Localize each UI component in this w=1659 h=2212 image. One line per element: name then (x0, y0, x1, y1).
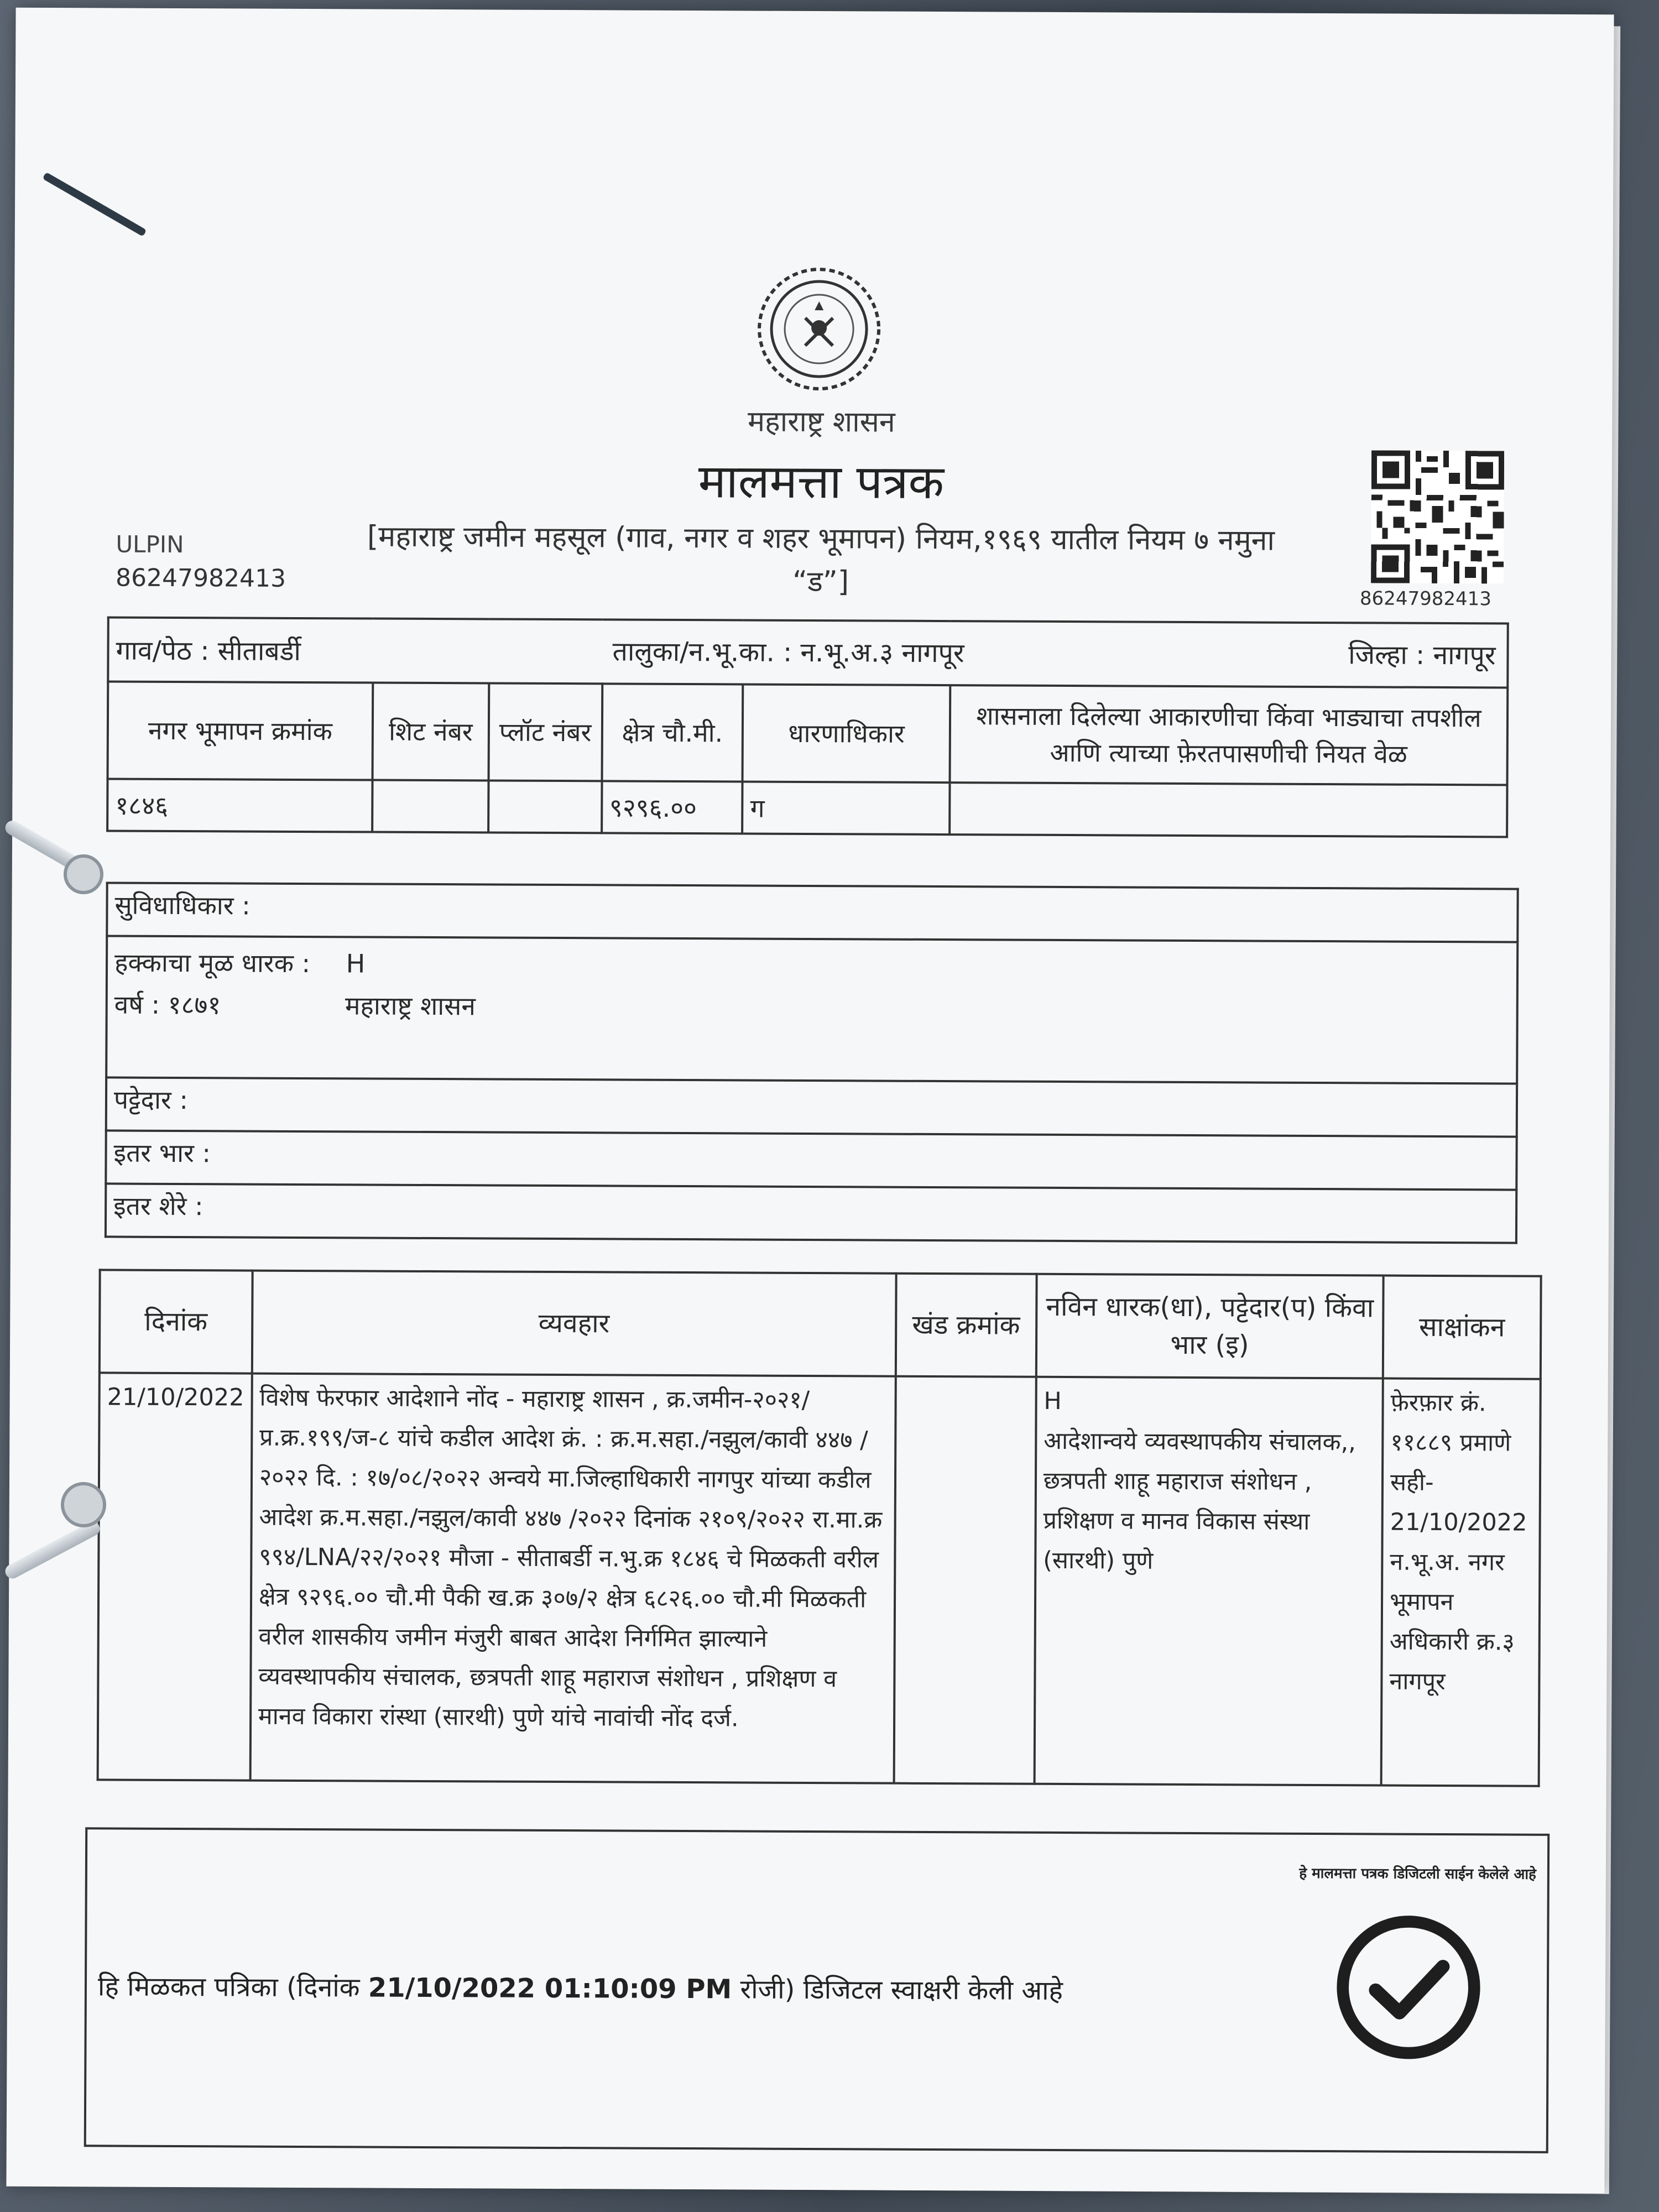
property-data-row (107, 779, 1507, 837)
village-label: गाव/पेठ : सीताबर्डी (116, 635, 301, 667)
cell-sheet-no (372, 780, 488, 833)
rule-line-1: [महाराष्ट्र जमीन महसूल (गाव, नगर व शहर भूमापन) नियम,१९६९ यातील नियम ७ नमुना (367, 520, 1275, 557)
header-cts-no: नगर भूमापन क्रमांक (108, 681, 373, 780)
header-assessment: शासनाला दिलेल्या आकारणीचा किंवा भाड्याचा तपशील आणि त्याच्या फ़ेरतपासणीची नियत वेळ (950, 685, 1507, 785)
header-tenure: धारणाधिकार (743, 684, 950, 782)
check-circle-icon (1333, 1912, 1483, 2062)
cell-assessment (950, 782, 1507, 837)
header-area: क्षेत्र चौ.मी. (602, 684, 743, 781)
binder-ring-top (64, 854, 103, 894)
ulpin-label: ULPIN (116, 530, 184, 559)
holder-name: महाराष्ट्र शासन (345, 990, 476, 1021)
original-holder-cell (106, 936, 1517, 1083)
binder-ring-bottom (61, 1482, 106, 1527)
txn-attestation: फ़ेरफ़ार क्रं. ११८८९ प्रमाणे सही- 21/10/2022 न.भू.अ. नगर भूमापन अधिकारी क्र.३ नागपूर (1381, 1379, 1541, 1786)
signature-note: हे मालमत्ता पत्रक डिजिटली साईन केलेले आहे (1299, 1865, 1536, 1883)
ulpin-value: 86247982413 (116, 564, 286, 593)
signature-prefix: हि मिळकत पत्रिका (दिनांक (97, 1971, 368, 2004)
original-holder-label: हक्काचा मूळ धारक : (114, 947, 311, 979)
original-holder-code: H (346, 948, 366, 979)
property-card-page (6, 8, 1614, 2194)
property-header-row (108, 681, 1508, 785)
txn-date: 21/10/2022 (98, 1373, 252, 1780)
header-new-holder: नविन धारक(धा), पट्टेदार(प) किंवा भार (इ) (1036, 1274, 1384, 1379)
transactions-table (97, 1269, 1542, 1787)
district-label: जिल्हा : नागपूर (1348, 639, 1496, 671)
property-details-table (106, 616, 1509, 838)
taluka-label: तालुका/न.भू.का. : न.भू.अ.३ नागपूर (612, 636, 964, 669)
table-row (98, 1373, 1541, 1786)
digital-signature-box (84, 1827, 1550, 2153)
txn-description: विशेष फेरफार आदेशाने नोंद - महाराष्ट्र शासन , क्र.जमीन-२०२१/प्र.क्र.१९९/ज-८ यांचे कडील आदेश क्रं. : क्र.म.सहा./नझुल/कावी ४४७ /२०२२ दि. : १७/०८/२०२२ अन्वये मा.जिल्हाधिकारी नागपुर यांच्या कडील आदेश क्र.म.सहा./नझुल/कावी ४४७ /२०२२ दिनांक २१०९/२०२२ रा.मा.क्र ९९४/LNA/२२/२०२१ मौजा - सीताबर्डी न.भु.क्र १८४६ चे मिळकती वरील क्षेत्र ९२९६.०० चौ.मी पैकी ख.क्र ३०७/२ क्षेत्र ६८२६.०० चौ.मी मिळकती वरील शासकीय जमीन मंजुरी बाबत आदेश निर्गमित झाल्याने व्यवस्थापकीय संचालक, छत्रपती शाहू महाराज संशोधन , प्रशिक्षण व मानव विकारा रांस्था (सारथी) पुणे यांचे नावांची नोंद दर्ज. (250, 1374, 895, 1783)
cell-area: ९२९६.०० (602, 781, 743, 833)
holder-year: वर्ष : १८७१ (114, 989, 221, 1020)
rule-line-2: “ड”] (792, 565, 849, 599)
rights-table (105, 881, 1519, 1244)
transactions-header-row (100, 1270, 1541, 1379)
txn-new-holder: आदेशान्वये व्यवस्थापकीय संचालक,, छत्रपती शाहू महाराज संशोधन , प्रशिक्षण व मानव विकास संस्था (सारथी) पुणे (1043, 1427, 1357, 1575)
qr-code-icon (1371, 450, 1504, 583)
header-volume: खंड क्रमांक (895, 1274, 1036, 1377)
location-row (108, 617, 1507, 687)
qr-caption: 86247982413 (1359, 587, 1492, 611)
cell-plot-no (488, 780, 602, 833)
txn-new-holder-code: H (1044, 1387, 1062, 1415)
govt-label: महाराष्ट्र शासन (747, 405, 895, 439)
header-transaction: व्यवहार (252, 1271, 896, 1376)
header-attestation: साक्षांकन (1383, 1276, 1541, 1379)
cell-tenure: ग (742, 781, 950, 834)
txn-volume (894, 1376, 1036, 1784)
other-encumbrance-label: इतर भार : (106, 1130, 1516, 1190)
header-date: दिनांक (100, 1270, 253, 1373)
lessee-label: पट्टेदार : (106, 1077, 1517, 1136)
txn-new-holder-cell (1034, 1377, 1383, 1786)
header-sheet-no: शिट नंबर (373, 683, 489, 781)
signature-suffix: रोजी) डिजिटल स्वाक्षरी केली आहे (732, 1974, 1063, 2007)
easement-label: सुविधाधिकार : (107, 883, 1517, 942)
cell-cts-no: १८४६ (107, 779, 373, 832)
signature-statement (98, 1968, 1063, 2008)
document-title: मालमत्ता पत्रक (698, 454, 945, 510)
other-remarks-label: इतर शेरे : (106, 1183, 1516, 1243)
rule-reference (323, 515, 1319, 606)
header-plot-no: प्लॉट नंबर (488, 683, 602, 781)
signature-datetime: 21/10/2022 01:10:09 PM (368, 1972, 732, 2005)
government-emblem-icon (753, 263, 886, 396)
